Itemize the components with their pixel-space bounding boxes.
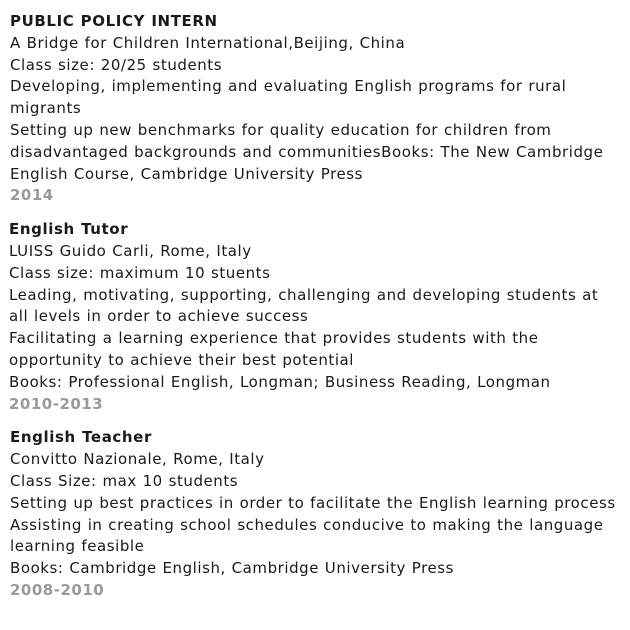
duty-description: Setting up new benchmarks for quality education for children from disadvantaged backgrounds and communitiesBooks: The New Cambridge English Course, Cambridge University Press [10, 120, 604, 183]
duty-description: Facilitating a learning experience that provides students with the opportunity to achieve their best potential [9, 329, 539, 369]
duty-description: Assisting in creating school schedules conducive to making the language learning feasible [10, 515, 604, 556]
employment-date: 2010-2013 [9, 394, 104, 413]
employer-location: LUISS Guido Carli, Rome, Italy [9, 241, 252, 260]
class-size: Class size: 20/25 students [10, 55, 223, 74]
experience-entry-english-teacher [9, 427, 622, 601]
duty-description: Leading, motivating, supporting, challenging and developing students at all levels in order to achieve success [9, 285, 599, 326]
employer-location: Convitto Nazionale, Rome, Italy [10, 450, 265, 469]
employment-date: 2014 [10, 186, 54, 205]
class-size: Class size: maximum 10 stuents [9, 263, 271, 282]
employer-location: A Bridge for Children International,Beijing, China [10, 33, 406, 52]
books-used: Books: Cambridge English, Cambridge University Press [10, 559, 455, 578]
job-title: PUBLIC POLICY INTERN [10, 12, 218, 30]
job-title: English Tutor [9, 220, 129, 239]
books-used: Books: Professional English, Longman; Business Reading, Longman [9, 372, 551, 391]
class-size: Class Size: max 10 students [10, 471, 239, 490]
experience-entry-public-policy-intern [9, 11, 622, 207]
employment-date: 2008-2010 [10, 580, 105, 599]
duty-description: Developing, implementing and evaluating English programs for rural migrants [10, 77, 567, 118]
experience-entry-english-tutor [9, 219, 622, 415]
duty-description: Setting up best practices in order to facilitate the English learning process [10, 493, 616, 512]
job-title: English Teacher [10, 428, 152, 447]
